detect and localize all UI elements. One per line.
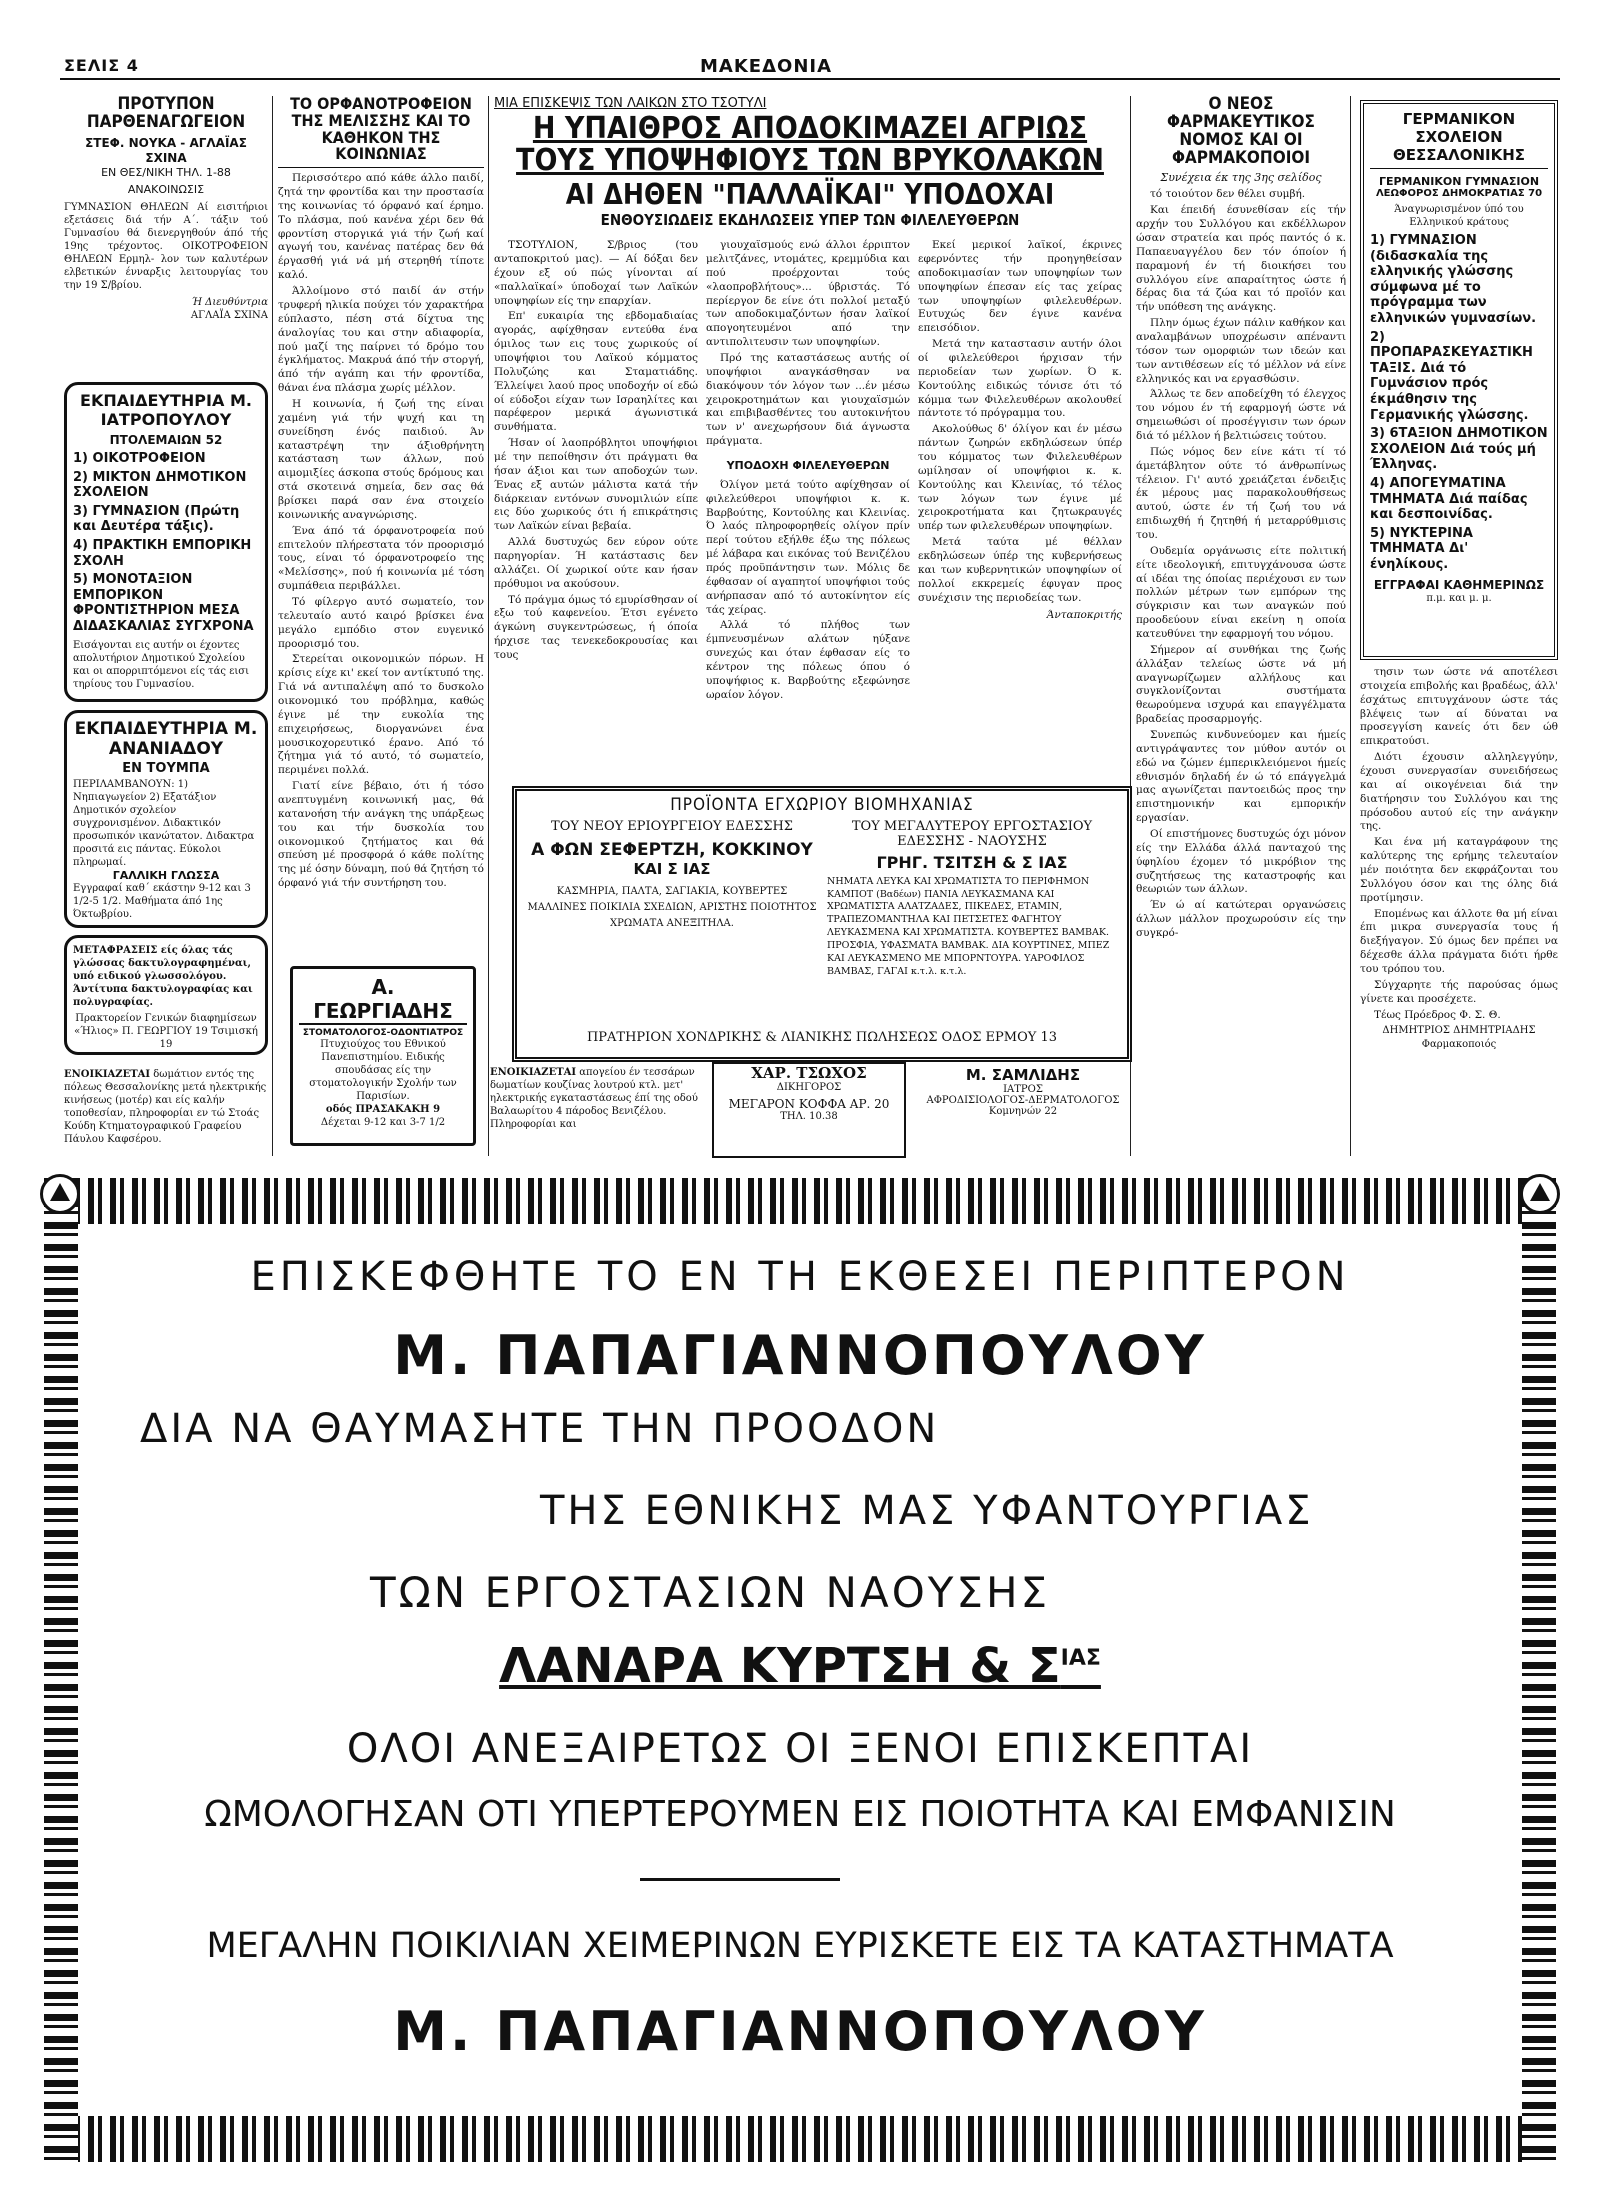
georgiadis-text: Πτυχιούχος του Εθνικού Πανεπιστημίου. Ειδικής σπουδάσας είς την στοματολογικήν Σχολήν των Παρισίων. — [309, 1039, 457, 1102]
georgiadis-role: ΣΤΟΜΑΤΟΛΟΓΟΣ-ΟΔΟΝΤΙΑΤΡΟΣ — [302, 1028, 464, 1038]
paragraph: Πρό της καταστάσεως αυτής οί υποψήφιοι αναγκάσθησαν να διακόψουν τόν λόγον των ...έν μέσω χειροκροτημάτων και γιουχαϊσμών και επιβιβασθέντες του αυτοκινήτου των ν' ανεχωρήσουν διά άγνωστα πράγματα. — [706, 352, 910, 448]
paragraph: Έν ώ αί κατώτεραι οργανώσεις άλλων μάλλον προχωρούσιν είς την συγκρό- — [1136, 899, 1346, 940]
german-school-city: ΘΕΣΣΑΛΟΝΙΚΗΣ — [1370, 146, 1548, 169]
german-school-ad — [1360, 100, 1558, 660]
liberals-subheading: ΥΠΟΔΟΧΗ ΦΙΛΕΛΕΥΘΕΡΩΝ — [726, 459, 890, 473]
iatropoulou-school-box — [64, 382, 268, 702]
page-number: ΣΕΛΙΣ 4 — [64, 56, 139, 75]
program-item: 1) ΓΥΜΝΑΣΙΟΝ (διδασκαλία της ελληνικής γλώσσης σύμφωνα μέ το πρόγραμμα των ελληνικών γυμνασίων. — [1370, 233, 1537, 326]
correspondent-signature: Άνταποκριτής — [1046, 609, 1122, 622]
ad-border-top — [44, 1178, 1556, 1224]
edessa-wool-mill — [527, 819, 817, 979]
program-item: 2) ΠΡΟΠΑΡΑΣΚΕΥΑΣΤΙΚΗ ΤΑΞΙΣ. Διά τό Γυμνάσιον πρός έκμάθησιν της Γερμανικής γλώσσης. — [1370, 329, 1533, 423]
paragraph: Η κοινωνία, ή ζωή της είναι χαμένη γιά τήν ψυχή και τη συνείδηση ένός παιδιού. Άν καταστρέψη την άξιοθρήνητη κατάσταση των άλλων, πού αιμομιξίες άσκοπα στούς δρόμους και στά σκοτεινά σημεία, δεν σας θά βρίσκει παρά σαν ένα στοιχείο κοινωνικής αναγνώρισης. — [278, 397, 484, 521]
paragraph: Περισσότερο από κάθε άλλο παιδί, ζητά την φροντίδα και την προστασία της κοινωνίας τό όρφανό καί έρημο. Το πλάσμα, πού κανένα χέρι δεν θά φροντίση στοργικά γιά τήν ζωή καί αγωγή του, κανένας πατέρας δεν θά έργασθή γιά νά μή στερηθή τίποτε καλό. — [278, 172, 484, 282]
paragraph: Τό πράγμα όμως τό εμυρίσθησαν οί εξω τού καφενείου. Έτσι εγένετο άγκώνη συγκεντρώσεως, ή όποία ήρχισε τας τενεκεδοκρουσίας και τους — [494, 593, 698, 662]
program-item: 3) ΓΥΜΝΑΣΙΟΝ (Πρώτη και Δευτέρα τάξις). — [73, 503, 240, 535]
ananiadou-language: ΓΑΛΛΙΚΗ ΓΛΩΣΣΑ — [112, 869, 220, 882]
lawyer-phone: ΤΗΛ. 10.38 — [780, 1111, 838, 1122]
ad-winter-variety-line: ΜΕΓΑΛΗΝ ΠΟΙΚΙΛΙΑΝ ΧΕΙΜΕΡΙΝΩΝ ΕΥΡΙΣΚΕΤΕ ΕΙΣ ΤΑ ΚΑΤΑΣΤΗΜΑΤΑ — [206, 1926, 1394, 1966]
ad-admire-line: ΔΙΑ ΝΑ ΘΑΥΜΑΣΗΤΕ ΤΗΝ ΠΡΟΟΔΟΝ — [140, 1406, 940, 1452]
paragraph: Πλην όμως έχων πάλιν καθήκον και αναλαμβάνων υποχρέωσιν απέναντι τόσον των ομορφιών των ιδεών και των αντιθέσεων είς τό μέλλον νά είνε ελληνικός και να εργασθώσιν. — [1136, 317, 1346, 385]
ananiadou-hours: Εγγραφαί καθ΄ εκάστην 9-12 και 3 1/2-5 1/2. Μαθήματα άπό 1ης Όκτωβρίου. — [73, 883, 251, 920]
german-school-title: ΓΕΡΜΑΝΙΚΟΝ ΣΧΟΛΕΙΟΝ — [1402, 110, 1516, 146]
factory-heading: ΤΟΥ ΜΕΓΑΛΥΤΕΡΟΥ ΕΡΓΟΣΤΑΣΙΟΥ ΕΔΕΣΣΗΣ - ΝΑΟΥΣΗΣ — [851, 818, 1093, 849]
german-school-recognition: Άναγνωρισμένον ύπό του Ελληνικού κράτους — [1394, 204, 1524, 228]
iatropoulou-title: ΕΚΠΑΙΔΕΥΤΗΡΙΑ Μ. ΙΑΤΡΟΠΟΥΛΟΥ — [80, 391, 252, 429]
parthenagogeion-owners: ΣΤΕΦ. ΝΟΥΚΑ - ΑΓΛΑΪΑΣ ΣΧΙΝΑ — [85, 135, 247, 165]
lawyer-ad — [712, 1062, 906, 1158]
doctor-specialty: ΑΦΡΟΔΙΣΙΟΛΟΓΟΣ-ΔΕΡΜΑΤΟΛΟΓΟΣ — [926, 1095, 1120, 1106]
program-item: 1) ΟΙΚΟΤΡΟΦΕΙΟΝ — [73, 451, 206, 466]
column-divider — [272, 96, 273, 1156]
paragraph: Άλλοίμονο στό παιδί άν στήν τρυφερή ηλικία πούχει τόν χαρακτήρα εύπλαστο, πέση στά δίχτυα της άναλογίας του και στην αδιαφορία, πού μαζί της παίρνει τό δρόμο του έγκλήματος. Μακρυά άπό τήν στοργή, άπό τήν αγάπη και τήν φροντίδα, θάναι ένα πλάσμα χωρίς μέλλον. — [278, 285, 484, 395]
article-column-a — [494, 239, 698, 704]
orphanage-article — [278, 96, 484, 956]
director-label: Ή Διευθύντρια — [191, 297, 268, 309]
column-divider — [488, 96, 489, 1156]
ad-papagiannopoulou-1: Μ. ΠΑΠΑΓΙΑΝΝΟΠΟΥΛΟΥ — [393, 1324, 1207, 1387]
triangle-emblem-icon — [1520, 1174, 1560, 1214]
apartment-for-rent-ad — [490, 1066, 700, 1156]
german-school-address: ΛΕΩΦΟΡΟΣ ΔΗΜΟΚΡΑΤΙΑΣ 70 — [1375, 188, 1543, 199]
pharmacy-article-continued — [1360, 666, 1558, 1156]
iatropoulou-note: Εισάγονται εις αυτήν οι έχοντες απολυτήριον Δημοτικού Σχολείου και οι απορριπτόμενοι είς τάς εισι τηρίους του Γυμνασίου. — [73, 639, 250, 690]
doctor-ad — [918, 1066, 1128, 1156]
pharmacy-body — [1136, 188, 1346, 941]
lanara-suffix: ΙΑΣ — [1060, 1646, 1101, 1671]
georgiadis-hours: Δέχεται 9-12 και 3-7 1/2 — [320, 1117, 446, 1128]
german-gymnasium: ΓΕΡΜΑΝΙΚΟΝ ΓΥΜΝΑΣΙΟΝ — [1378, 175, 1540, 188]
translations-text: ΜΕΤΑΦΡΑΣΕΙΣ είς όλας τάς γλώσσας δακτυλογραφημέναι, υπό ειδικού γλωσσολόγου. Άντίτυπα δακτυλογραφίας και πολυγραφίας. — [73, 945, 253, 1008]
rent-text: δωμάτιον εντός της πόλεως Θεσσαλονίκης μετά ηλεκτρικής κινήσεως (μοτέρ) και είς καλήν τοποθεσίαν, πληροφορίαι εν τώ Στοάς Κούδη Κτηματογραφικού Γραφείου Πάυλου Καφσέρου. — [64, 1069, 267, 1145]
registration-hours: π.μ. και μ. μ. — [1426, 593, 1492, 605]
paragraph: Μετά ταύτα μέ θέλλαν εκδηλώσεων ύπέρ της κυβερνήσεως και των κυβερνητικών υποψηφίων οί πολλοί εκκρεμείς έφυγαν προς συνέχισιν της περιοδείας των. — [918, 536, 1122, 604]
ad-textile-line: ΤΗΣ ΕΘΝΙΚΗΣ ΜΑΣ ΥΦΑΝΤΟΥΡΓΙΑΣ — [540, 1488, 1314, 1534]
ad-border-bottom — [44, 2116, 1556, 2162]
wool-mill-heading: ΤΟΥ ΝΕΟΥ ΕΡΙΟΥΡΓΕΙΟΥ ΕΔΕΣΣΗΣ — [551, 818, 793, 834]
paragraph: Επομένως και άλλοτε θα μή είναι έπι μικρα συνεργασία τους ή διεξήγαγον. Σύ όμως δεν πρέπει να δέχεσθε άλλα πράγματα διότι ήρθε του τρόπου του. — [1360, 907, 1558, 976]
georgiadis-name: Α. ΓΕΩΡΓΙΑΔΗΣ — [299, 975, 467, 1025]
paragraph: Διότι έχουσιν αλληλεγγύην, έχουσι συνεργασίαν συνειδήσεως και αί οικογένειαι διά την διατήρησιν του Συλλόγου και της πρόσοδου αυτού είς την ανάγκην της. — [1360, 751, 1558, 833]
georgiadis-address: οδός ΠΡΑΣΑΚΑΚΗ 9 — [325, 1104, 441, 1115]
article-headline-4: ΕΝΘΟΥΣΙΩΔΕΙΣ ΕΚΔΗΛΩΣΕΙΣ ΥΠΕΡ ΤΩΝ ΦΙΛΕΛΕΥΘΕΡΩΝ — [600, 211, 1020, 230]
ananiadou-place: ΕΝ ΤΟΥΜΠΑ — [122, 761, 210, 776]
announcements-label: ΑΝΑΚΟΙΝΩΣΙΣ — [127, 183, 205, 197]
parthenagogeion-title: ΠΡΟΤΥΠΟΝ ΠΑΡΘΕΝΑΓΩΓΕΙΟΝ — [86, 96, 246, 132]
ad-border-left — [44, 1178, 78, 2162]
program-item: 3) 6ΤΑΞΙΟΝ ΔΗΜΟΤΙΚΟΝ ΣΧΟΛΕΙΟΝ Διά τούς μή Έλληνας. — [1370, 426, 1548, 473]
paragraph: Οί επιστήμονες δυστυχώς όχι μόνον είς την Ελλάδα άλλά πανταχού της ύφηλίου έχομεν τό μικρόβιον της συζητήσεως της καταστροφής και θεωριών των άλλων. — [1136, 828, 1346, 896]
paragraph: ΤΣΟΤΥΛΙΟΝ, Σ/βριος (του ανταποκριτού μας). — Αί δόξαι δεν έχουν εξ ού πώς γίνονται αί «παλλαϊκαί» ύποδοχαί των Λαϊκών υποψηφίων είς την επαρχίαν. — [494, 239, 698, 307]
paragraph: Τό φίλεργο αυτό σωματείο, τον τελευταίο αυτό καιρό βρίσκει ένα μεγάλο εμπόδιο στον ευγενικό προορισμό του. — [278, 595, 484, 650]
pharmacy-signature: ΔΗΜΗΤΡΙΟΣ ΔΗΜΗΤΡΙΑΔΗΣ Φαρμακοποιός — [1382, 1025, 1536, 1050]
article-column-b — [706, 239, 910, 704]
article-kicker: ΜΙΑ ΕΠΙΣΚΕΨΙΣ ΤΩΝ ΛΑΪΚΩΝ ΣΤΟ ΤΣΟΤΥΛΙ — [494, 96, 767, 111]
paragraph: Ουδεμία οργάνωσις είτε πολιτική είτε ιδεολογική, επιτυγχάνουσα ώστε αί ιδέαι της όποίας περιέχουσι εν των πολλών μέτρων των εμπόρων της σύγκρισιν και των αναγκών πού προοδεύουν είναι εκείνη η οποία κατευθύνει την εφαρμογή του νόμου. — [1136, 544, 1346, 641]
paragraph: Και ένα μή καταγράφουν της καλύτερης της ερήμης τελευταίον μέν ποιότητα δεν εκφράζονται του Συλλόγου όσον και της όλης διά προτίμησιν. — [1360, 836, 1558, 904]
newspaper-name: ΜΑΚΕΔΟΝΙΑ — [700, 56, 833, 77]
triangle-emblem-icon — [40, 1174, 80, 1214]
ad-quality-line: ΩΜΟΛΟΓΗΣΑΝ ΟΤΙ ΥΠΕΡΤΕΡΟΥΜΕΝ ΕΙΣ ΠΟΙΟΤΗΤΑ ΚΑΙ ΕΜΦΑΝΙΣΙΝ — [204, 1794, 1396, 1835]
factory-products: ΝΗΜΑΤΑ ΛΕΥΚΑ ΚΑΙ ΧΡΩΜΑΤΙΣΤΑ ΤΟ ΠΕΡΙΦΗΜΟΝ ΚΑΜΠΟΤ (Βαδέων) ΠΑΝΙΑ ΛΕΥΚΑΣΜΑΝΑ ΚΑΙ ΧΡΩΜΑΤΙΣΤΑ ΑΛΑΤΖΑΔΕΣ, ΠΙΚΕΔΕΣ, ΕΤΑΜΙΝ, ΤΡΑΠΕΖΟΜΑΝΤΗΛΑ ΚΑΙ ΠΕΤΣΕΤΕΣ ΦΑΓΗΤΟΥ ΛΕΥΚΑΣΜΕΝΑ ΚΑΙ ΧΡΩΜΑΤΙΣΤΑ. ΚΟΥΒΕΡΤΕΣ ΒΑΜΒΑΚ. ΠΡΟΣΦΙΑ, ΥΦΑΣΜΑΤΑ ΒΑΜΒΑΚ. ΔΙΑ ΚΟΥΡΤΙΝΕΣ, ΜΠΕΖ ΚΑΙ ΛΕΥΚΑΣΜΕΝΟ ΜΕ ΜΠΟΡΝΤΟΥΡΑ. ΥΑΡΟΦΙΛΟΣ ΒΑΜΒΑΣ, ΓΑΓΑΙ κ.τ.λ. κ.τ.λ. — [827, 875, 1110, 977]
tsitsis-name: ΓΡΗΓ. ΤΣΙΤΣΗ & Σ ΙΑΣ — [876, 852, 1068, 872]
director-name: ΑΓΛΑΪΑ ΣΧΙΝΑ — [190, 310, 268, 322]
apartment-rent-text: απογείου έν τεσσάρων δωματίων κουζίνας λουτρού κτλ. μετ' ηλεκτρικής εγκαταστάσεως έπί της οδού Βαλαωρίτου 4 πάροδος Βενιζέλου. Πληροφορίαι και — [490, 1067, 698, 1130]
translations-agency: Πρακτορείον Γενικών διαφημίσεων «Ήλιος» Π. ΓΕΩΡΓΙΟΥ 19 Τσιμισκή 19 — [74, 1013, 258, 1050]
ad-divider — [640, 1878, 840, 1881]
rent-heading: ΕΝΟΙΚΙΑΖΕΤΑΙ — [64, 1069, 151, 1080]
georgiadis-ad — [290, 966, 476, 1146]
program-item: 4) ΑΠΟΓΕΥΜΑΤΙΝΑ ΤΜΗΜΑΤΑ Διά παίδας και δεσποινίδας. — [1370, 475, 1528, 523]
paragraph: Σήμερον αί συνθήκαι της ζωής άλλάξαν τελείως ώστε νά μή αναγνωρίζωμεν αλλήλους και συγκλονίζονται συστήματα θεωρούμενα ισχυρά και επαγγέλματα βραδείας προσαρμογής. — [1136, 643, 1346, 726]
header-rule — [60, 78, 1560, 80]
ad-lanara-kyrtsi — [80, 1638, 1520, 1694]
paragraph: Επ' ευκαιρία της εβδομαδιαίας αγοράς, αφίχθησαν εντεύθα ένα όμιλος των εις τους χωρικούς οί υποψήφιοι του Λαϊκού κόμματος Πολυζώης και Σταματιάδης. Έλλείψει λαού προς υποδοχήν οί εδώ οί εύδοξοι είχαν των Ισραηλίτες και παρέφερον μερικά άγωνιστικά συνθήματα. — [494, 310, 698, 434]
article-column-c — [918, 239, 1122, 704]
ananiadou-title: ΕΚΠΑΙΔΕΥΤΗΡΙΑ Μ. ΑΝΑΝΙΑΔΟΥ — [74, 719, 258, 759]
products-ad — [512, 786, 1132, 1062]
exhibition-ad — [80, 1226, 1520, 2114]
tsitsis-factory — [827, 819, 1117, 979]
seferdzi-company: ΚΑΙ Σ ΙΑΣ — [633, 859, 711, 878]
tsotyli-article — [494, 96, 1126, 776]
ad-border-right — [1522, 1178, 1556, 2162]
translations-box — [64, 935, 268, 1055]
ad-visitors-line: ΟΛΟΙ ΑΝΕΞΑΙΡΕΤΩΣ ΟΙ ΞΕΝΟΙ ΕΠΙΣΚΕΠΤΑΙ — [346, 1726, 1254, 1772]
program-item: 5) ΜΟΝΟΤΑΞΙΟΝ ΕΜΠΟΡΙΚΟΝ ΦΡΟΝΤΙΣΤΗΡΙΟΝ ΜΕΣΑ ΔΙΔΑΣΚΑΛΙΑΣ ΣΥΓΧΡΟΝΑ — [73, 572, 254, 634]
paragraph: Ακολούθως δ' όλίγον και έν μέσω πάντων ζωηρών εκδηλώσεων ύπέρ του κόμματος των Φιλελευθέρων ωμίλησαν οί υποψήφιοι κ. κ. Κοντούλης και Κλεινίας, τό τέλος των λόγων των έγινε μέ χειροκροτήματα και ζητωκραυγές υπέρ των φιλελευθέρων υποψηφίων. — [918, 423, 1122, 533]
paragraph: Γιατί είνε βέβαιο, ότι ή τόσο ανεπτυγμένη κοινωνική μας, θά κατανοήση τήν ανάγκη της υπάρξεως του και τήν δυσκολία του οικονομικού ζητήματος και θά σπεύση μέ προσφορά ό κάθε πολίτης της μέ όσην δύναμη, πού θά ζητήση τό όρφανό γιά τήν συντήρηση του. — [278, 780, 484, 890]
program-item: 4) ΠΡΑΚΤΙΚΗ ΕΜΠΟΡΙΚΗ ΣΧΟΛΗ — [73, 537, 252, 569]
paragraph: Στερείται οικονομικών πόρων. Η κρίσις είχε κι' εκεί τον αντίκτυπό της. Γιά νά αντιπαλέψη από το δυσκολο οικονομικό του πρόβλημα, καθώς έγινε μέ την ευκολία της επιχειρήσεως, διοργανώνει ένα μουσικοχορευτικό έρανο. Από τό ζήτημα γιά τό αυτό, τό σωματείο, περιμένει πολλά. — [278, 653, 484, 777]
german-school-programs — [1370, 233, 1548, 572]
paragraph: Άλλως τε δεν αποδείχθη τό έλεγχος του νόμου έν τή εφαρμογή ώστε νά σημειωθώσι οί προσέγγισιν των όρων διά τό μέλλον ή βελτιώσεις τούτου. — [1136, 388, 1346, 442]
lanara-name: ΛΑΝΑΡΑ ΚΥΡΤΣΗ & Σ — [499, 1638, 1061, 1694]
paragraph: Αλλά τό πλήθος των έμπνευσμένων αλάτων ηύξανε συνεχώς και όταν έφθασαν είς το κέντρον της πόλεως όπου ό υποψήφιος κ. Βαρβούτης εξεφώνησε ωραίον λόγον. — [706, 619, 910, 701]
room-for-rent-ad — [64, 1068, 268, 1158]
iatropoulou-address: ΠΤΟΛΕΜΑΙΩΝ 52 — [109, 433, 223, 447]
seferdzi-kokkinou-name: Α ΦΩΝ ΣΕΦΕΡΤΖΗ, ΚΟΚΚΙΝΟΥ — [531, 839, 813, 860]
article-headline-1: Η ΥΠΑΙΘΡΟΣ ΑΠΟΔΟΚΙΜΑΖΕΙ ΑΓΡΙΩΣ — [532, 111, 1088, 146]
pharmacy-title: Ο ΝΕΟΣ ΦΑΡΜΑΚΕΥΤΙΚΟΣ ΝΟΜΟΣ ΚΑΙ ΟΙ ΦΑΡΜΑΚΟΠΟΙΟΙ — [1167, 96, 1315, 168]
paragraph: Εκεί μερικοί λαϊκοί, έκρινες εφερνόντες τήν προηγηθείσαν αποδοκιμασίαν των υποψηφίων των υποψηφίων έπεσαν είς τας χείρας των υποψηφίων φιλελευθέρων. Ευτυχώς δεν έγινε κανένα επεισόδιον. — [918, 239, 1122, 335]
parthenagogeion-phone: ΕΝ ΘΕΣ/ΝΙΚΗ ΤΗΛ. 1-88 — [101, 165, 231, 179]
orphanage-title: ΤΟ ΟΡΦΑΝΟΤΡΟΦΕΙΟΝ ΤΗΣ ΜΕΛΙΣΣΗΣ ΚΑΙ ΤΟ ΚΑΘΗΚΟΝ ΤΗΣ ΚΟΙΝΩΝΙΑΣ — [290, 96, 472, 164]
paragraph: Όλίγον μετά τούτο αφίχθησαν οί φιλελεύθεροι υποψήφιοι κ. κ. Βαρβούτης, Κοντούλης και Κλεινίας. Ό λαός πληροφορηθείς ολίγον πρίν περί τούτου εξήλθε έξω της πόλεως μέ λάβαρα και εικόνας τού Βενιζέλου πρός προϋπάντησιν των. Μόλις δε έφθασαν οί αγαπητοί υποψήφιοι τούς ανήρπασαν από τό αυτοκίνητον είς τάς χείρας. — [706, 478, 910, 616]
paragraph: Και έπειδή έσυνεθίσαν είς τήν αρχήν του Συλλόγου και εκδέλλωρον ώσαν στρατεία και πρός παντός ό κ. Παπαευαγγέλου δεν τόν όποίον ή παραμονή έν τή διοικήσει του συλλόγου είνε απαραίτητος ώστε ή δέρας δια τά ζώα και τό προϊόν και τήν υπόθεση της ανάγκης. — [1136, 204, 1346, 314]
paragraph: Πώς νόμος δεν είνε κάτι τί τό άμετάβλητον ούτε τό άνθρωπίνως τέλειον. Γι' αυτό χρειάζεται ένδειξις έκ μέρους μας παρακολουθήσεως αυτού, ώστε έν τή ζωή του νά επιδιωχθή ή ζητηθή ή μεταρρύθμισις του. — [1136, 445, 1346, 541]
paragraph: Συνεπώς κινδυνεύομεν και ήμείς αντιγράψαντες τον μύθον αυτόν οι εδώ να ζώμεν έμπερικλειόμενοι ήμείς εθνισμόν δηλαδή έν ώ τό επάγγελμά μας αγωνίζεται παντοειδώς προς την επιστημονικήν και εμπορικήν εργασίαν. — [1136, 729, 1346, 825]
paragraph: γιουχαϊσμούς ενώ άλλοι έρριπτον μελιτζάνες, ντομάτες, κρεμμύδια και πού προέρχονται τούς «λαοπροβλήτους»... ύβριστάς. Τό περίεργον δε είνε ότι πολλοί μεταξύ των αποδοκιμαζόντων ήσαν λαϊκοί απογοητευμένοι από την αντιπολιτευσιν των υποψηφίων. — [706, 239, 910, 349]
ananiadou-school-box — [64, 710, 268, 928]
iatropoulou-programs — [73, 451, 259, 635]
paragraph: Αλλά δυστυχώς δεν εύρον ούτε παρηγορίαν. Ή κατάστασις δεν αλλάζει. Οί χωρικοί ούτε καν ήσαν πρόθυμοι να ακούσουν. — [494, 536, 698, 590]
paragraph: Ένα άπό τά όρφανοτροφεία πού επιτελούν πλήρεστατα τόν προορισμό τους, είναι τό όρφανοτροφείο της «Μελίσσης», πού ή κοινωνία μέ τόση συμπάθεια περιβάλλει. — [278, 524, 484, 593]
doctor-address: Κομνηνών 22 — [988, 1106, 1058, 1117]
doctor-role: ΙΑΤΡΟΣ — [1003, 1084, 1043, 1095]
doctor-name: Μ. ΣΑΜΛΙΔΗΣ — [965, 1066, 1081, 1084]
ad-papagiannopoulou-2: Μ. ΠΑΠΑΓΙΑΝΝΟΠΟΥΛΟΥ — [393, 2000, 1207, 2063]
article-headline-2: ΤΟΥΣ ΥΠΟΨΗΦΙΟΥΣ ΤΩΝ ΒΡΥΚΟΛΑΚΩΝ — [516, 142, 1104, 178]
paragraph: Σύγχαρητε τής παρούσας όμως γίνετε και προσέχετε. — [1360, 978, 1558, 1005]
program-item: 2) ΜΙΚΤΟΝ ΔΗΜΟΤΙΚΟΝ ΣΧΟΛΕΙΟΝ — [73, 469, 247, 501]
wool-mill-products: ΚΑΣΜΗΡΙΑ, ΠΑΛΤΑ, ΣΑΓΙΑΚΙΑ, ΚΟΥΒΕΡΤΕΣ ΜΑΛΛΙΝΕΣ ΠΟΙΚΙΛΙΑ ΣΧΕΔΙΩΝ, ΑΡΙΣΤΗΣ ΠΟΙΟΤΗΤΟΣ ΧΡΩΜΑΤΑ ΑΝΕΞΙΤΗΛΑ. — [527, 885, 817, 929]
program-item: 5) ΝΥΚΤΕΡΙΝΑ ΤΜΗΜΑΤΑ Δι' ένηλίκους. — [1370, 525, 1473, 572]
ananiadou-text: ΠΕΡΙΛΑΜΒΑΝΟΥΝ: 1) Νηπιαγωγείον 2) Εξατάξιον Δημοτικόν σχολείον συγχρονισμένον. Διδακτικόν προσωπικόν ικανώτατον. Διδακτρα προσιτά εις πάντας. Εύκολοι πληρωμαί. — [73, 779, 255, 868]
paragraph: Τέως Πρόεδρος Φ. Σ. Θ. — [1374, 1008, 1501, 1021]
paragraph: τό τοιούτον δεν θέλει συμβή. — [1150, 188, 1306, 201]
ad-factories-line: ΤΩΝ ΕΡΓΟΣΤΑΣΙΩΝ ΝΑΟΥΣΗΣ — [370, 1568, 1051, 1617]
paragraph: τησιν των ώστε νά αποτέλεσι στοιχεία επιβολής και βραδέως, άλλ' έσχάτως επιτυγχάνουν ώστε τάς βλέψεις των αί δύναται να προσεγγίση κανείς ότι δεν ώθ επικρατούσι. — [1360, 666, 1558, 748]
article-headline-3: ΑΙ ΔΗΘΕΝ "ΠΑΛΛΑΪΚΑΙ" ΥΠΟΔΟΧΑΙ — [565, 178, 1055, 211]
parthenagogeion-text: ΓΥΜΝΑΣΙΟΝ ΘΗΛΕΩΝ Αί εισιτήριοι εξετάσεις διά τήν Α΄. τάξιν τού Γυμνασίου θά διενεργηθούν άπό τής 19ης τρέχοντος. ΟΙΚΟΤΡΟΦΕΙΟΝ ΘΗΛΕΩΝ Ερμηλ- λον των καλυτέρων ελβετικών ένναρξις λειτουργίας του την 19 Σ/βρίου. — [64, 202, 268, 292]
lawyer-name: ΧΑΡ. ΤΣΩΧΟΣ — [751, 1064, 867, 1082]
lawyer-role: ΔΙΚΗΓΟΡΟΣ — [776, 1082, 842, 1093]
orphanage-body — [278, 172, 484, 891]
pharmacy-continued: Συνέχεια έκ της 3ης σελίδος — [1160, 171, 1322, 185]
pharmacy-article — [1136, 96, 1346, 1156]
products-store-address: ΠΡΑΤΗΡΙΟΝ ΧΟΝΔΡΙΚΗΣ & ΛΙΑΝΙΚΗΣ ΠΩΛΗΣΕΩΣ ΟΔΟΣ ΕΡΜΟΥ 13 — [586, 1030, 1058, 1045]
apartment-rent-heading: ΕΝΟΙΚΙΑΖΕΤΑΙ — [490, 1067, 577, 1078]
ad-visit-line: ΕΠΙΣΚΕΦΘΗΤΕ ΤΟ ΕΝ ΤΗ ΕΚΘΕΣΕΙ ΠΕΡΙΠΤΕΡΟΝ — [250, 1254, 1350, 1300]
paragraph: Ήσαν οί λαοπρόβλητοι υποψήφιοι μέ την πεποίθησιν ότι πράγματι θα ήσαν άξιοι και των αποδοχών των. Ένας εξ αυτών μάλιστα κατά τήν διάρκειαν εντόνων συνομιλιών είπε εις δύο χωρικούς ότι ή επικράτησις των Λαϊκών είναι βεβαία. — [494, 437, 698, 533]
paragraph: Μετά την καταστασιν αυτήν όλοι οί φιλελεύθεροι ήρχισαν τήν περιοδείαν των χωρίων. Ό κ. Κοντούλης ειδικώς τόνισε ότι τό κόμμα των Φιλελευθέρων ακολουθεί πάντοτε τό πρόγραμμα του. — [918, 338, 1122, 420]
lawyer-address: ΜΕΓΑΡΟΝ ΚΟΦΦΑ ΑΡ. 20 — [728, 1097, 890, 1111]
registration-notice: ΕΓΓΡΑΦΑΙ ΚΑΘΗΜΕΡΙΝΩΣ — [1373, 578, 1545, 593]
products-title: ΠΡΟΪΟΝΤΑ ΕΓΧΩΡΙΟΥ ΒΙΟΜΗΧΑΝΙΑΣ — [670, 795, 974, 815]
column-divider — [1350, 96, 1351, 1156]
